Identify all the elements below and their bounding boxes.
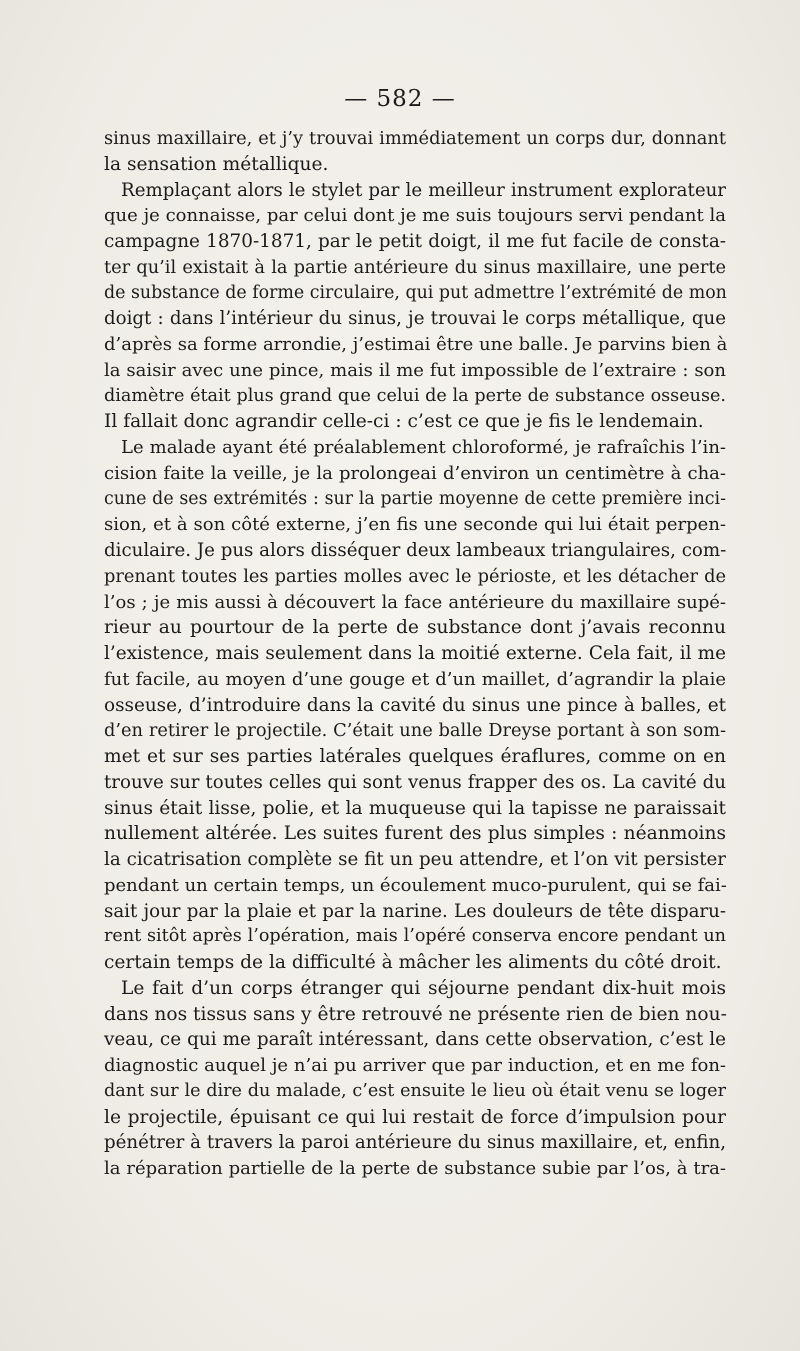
text-line: osseuse, d’introduire dans la cavité du sinus une pince à balles, et: [104, 694, 726, 716]
text-line: sion, et à son côté externe, j’en fis une seconde qui lui était perpen-: [104, 514, 726, 536]
text-line: diamètre était plus grand que celui de la perte de substance osseuse.: [104, 385, 726, 406]
text-line: sinus était lisse, polie, et la muqueuse qui la tapisse ne paraissait: [104, 797, 726, 819]
text-line: de substance de forme circulaire, qui put admettre l’extrémité de mon: [104, 282, 727, 303]
text-line: fut facile, au moyen d’une gouge et d’un maillet, d’agrandir la plaie: [104, 668, 726, 690]
text-line: sinus maxillaire, et j’y trouvai immédiatement un corps dur, donnant: [104, 128, 726, 149]
text-line: trouve sur toutes celles qui sont venus frapper des os. La cavité du: [104, 771, 726, 793]
text-line: dans nos tissus sans y être retrouvé ne présente rien de bien nou-: [104, 1003, 727, 1025]
text-line: sait jour par la plaie et par la narine. Les douleurs de tête disparu-: [104, 900, 726, 922]
text-line: certain temps de la difficulté à mâcher les aliments du côté droit.: [104, 952, 722, 973]
text-line: pénétrer à travers la paroi antérieure du sinus maxillaire, et, enfin,: [104, 1132, 726, 1154]
text-line: l’existence, mais seulement dans la moitié externe. Cela fait, il me: [104, 643, 726, 664]
text-line: Il fallait donc agrandir celle-ci : c’est ce que je fis le lendemain.: [104, 411, 704, 433]
text-line: d’après sa forme arrondie, j’estimai être une balle. Je parvins bien à: [104, 334, 728, 355]
text-line: cune de ses extrémités : sur la partie moyenne de cette première inci-: [104, 488, 726, 509]
text-line: rieur au pourtour de la perte de substance dont j’avais reconnu: [104, 617, 726, 639]
text-line: diagnostic auquel je n’ai pu arriver que par induction, et en me fon-: [104, 1055, 726, 1076]
text-line: dant sur le dire du malade, c’est ensuite le lieu où était venu se loger: [104, 1080, 726, 1101]
text-line: d’en retirer le projectile. C’était une balle Dreyse portant à son som-: [104, 720, 726, 742]
text-line: nullement altérée. Les suites furent des plus simples : néanmoins: [104, 823, 726, 845]
text-line: la réparation partielle de la perte de substance subie par l’os, à tra-: [104, 1158, 726, 1179]
text-line: la sensation métallique.: [104, 153, 329, 175]
text-line: campagne 1870-1871, par le petit doigt, il me fut facile de consta-: [104, 231, 726, 252]
text-line: Remplaçant alors le stylet par le meilleur instrument explorateur: [121, 179, 726, 201]
text-line: Le malade ayant été préalablement chloroformé, je rafraîchis l’in-: [121, 437, 726, 458]
text-line: le projectile, épuisant ce qui lui restait de force d’impulsion pour: [104, 1106, 726, 1128]
text-line: l’os ; je mis aussi à découvert la face antérieure du maxillaire supé-: [104, 591, 726, 613]
text-line: la saisir avec une pince, mais il me fut impossible de l’extraire : son: [104, 359, 726, 381]
text-line: pendant un certain temps, un écoulement muco-purulent, qui se fai-: [104, 874, 727, 896]
text-line: cision faite la veille, je la prolongeai d’environ un centimètre à cha-: [104, 462, 726, 484]
text-line: veau, ce qui me paraît intéressant, dans cette observation, c’est le: [104, 1029, 726, 1051]
page-number: — 582 —: [344, 86, 456, 112]
body-text: [104, 126, 726, 1182]
text-line: met et sur ses parties latérales quelques éraflures, comme on en: [104, 746, 726, 767]
text-line: doigt : dans l’intérieur du sinus, je trouvai le corps métallique, que: [104, 308, 726, 330]
text-line: ter qu’il existait à la partie antérieure du sinus maxillaire, une perte: [104, 256, 726, 278]
text-line: diculaire. Je pus alors disséquer deux lambeaux triangulaires, com-: [104, 540, 727, 561]
text-line: Le fait d’un corps étranger qui séjourne pendant dix-huit mois: [121, 977, 726, 999]
text-line: rent sitôt après l’opération, mais l’opéré conserva encore pendant un: [104, 926, 726, 947]
text-line: prenant toutes les parties molles avec le périoste, et les détacher de: [104, 565, 726, 587]
text-line: que je connaisse, par celui dont je me suis toujours servi pendant la: [104, 205, 726, 227]
text-line: la cicatrisation complète se fit un peu attendre, et l’on vit persister: [104, 849, 726, 870]
